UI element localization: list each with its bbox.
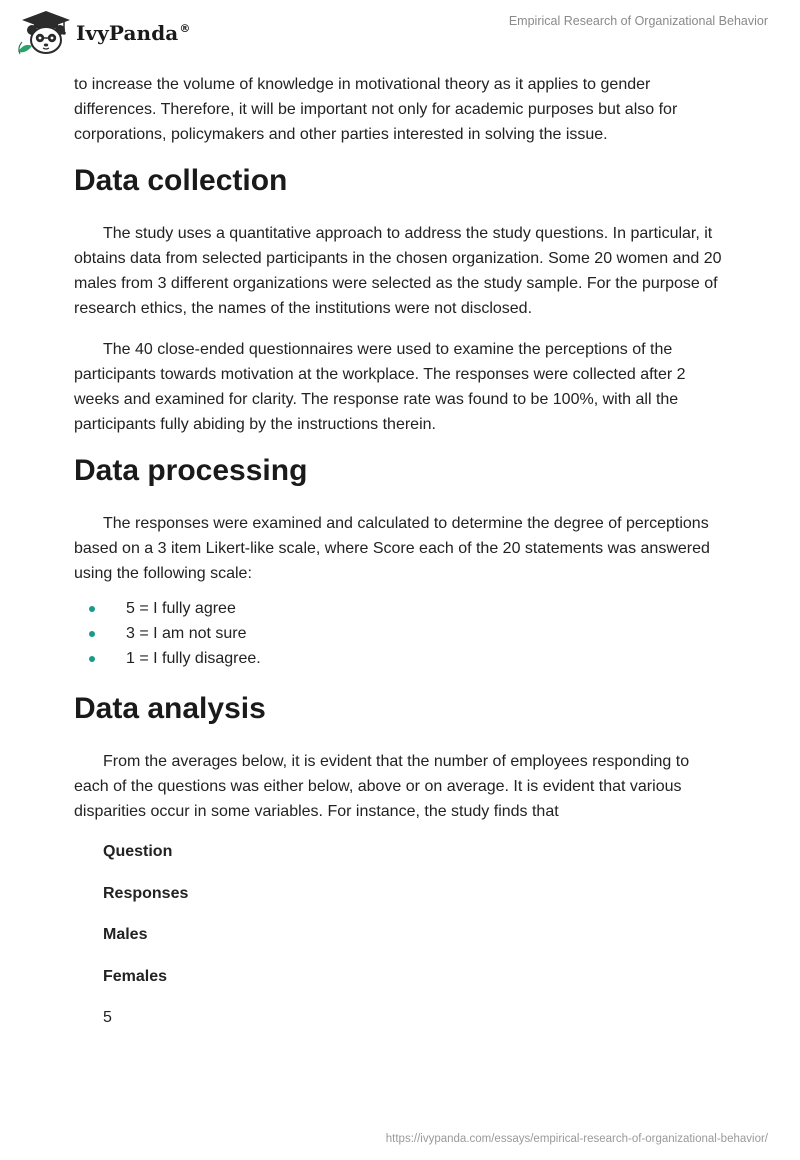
brand-name: IvyPanda® (76, 21, 191, 45)
ivypanda-logo[interactable] (14, 8, 190, 58)
document-title: Empirical Research of Organizational Behavior (508, 14, 768, 28)
data-collection-paragraph-2: The 40 close-ended questionnaires were used to examine the perceptions of the participants towards motivation at the workplace. The responses were collected after 2 weeks and examined for clarity. The response rate was found to be 100%, with all the participants fully abiding by the instructions therein. (74, 341, 686, 433)
intro-paragraph: to increase the volume of knowledge in motivational theory as it applies to gender differences. Therefore, it will be important not only for academic purposes but also for corporations, policymakers and other parties interested in solving the issue. (74, 76, 678, 143)
responses-table (103, 842, 724, 1028)
page-header (0, 0, 800, 70)
panda-logo-icon (14, 8, 74, 58)
essay-content (74, 72, 724, 1050)
footer-url-link[interactable]: https://ivypanda.com/essays/empirical-research-of-organizational-behavior/ (385, 1133, 768, 1145)
list-item: 5 = I fully agree (74, 596, 724, 621)
list-item: 3 = I am not sure (74, 621, 724, 646)
data-processing-paragraph: The responses were examined and calculated to determine the degree of perceptions based on a 3 item Likert-like scale, where Score each of the 20 statements was answered using the following scale: (74, 515, 710, 582)
data-processing-heading: Data processing (74, 454, 308, 487)
data-analysis-heading: Data analysis (74, 692, 266, 725)
table-header-question: Question (103, 843, 173, 860)
data-collection-paragraph-1: The study uses a quantitative approach to address the study questions. In particular, it obtains data from selected participants in the chosen organization. Some 20 women and 20 males from 3 different organizations were selected as the study sample. For the purpose of research ethics, the names of the institutions were not disclosed. (74, 225, 722, 317)
bullet-icon (89, 631, 95, 637)
bullet-icon (89, 606, 95, 612)
list-item: 1 = I fully disagree. (74, 646, 724, 671)
bullet-icon (89, 656, 95, 662)
table-header-responses: Responses (103, 884, 189, 902)
table-header-males: Males (103, 926, 148, 943)
table-cell: 5 (103, 1009, 112, 1026)
likert-scale-list (74, 596, 724, 671)
data-collection-heading: Data collection (74, 164, 288, 197)
data-analysis-paragraph: From the averages below, it is evident that the number of employees responding to each of the questions was either below, above or on average. It is evident that various disparities occur in some variables. For instance, the study finds that (74, 753, 690, 820)
table-header-females: Females (103, 967, 168, 985)
